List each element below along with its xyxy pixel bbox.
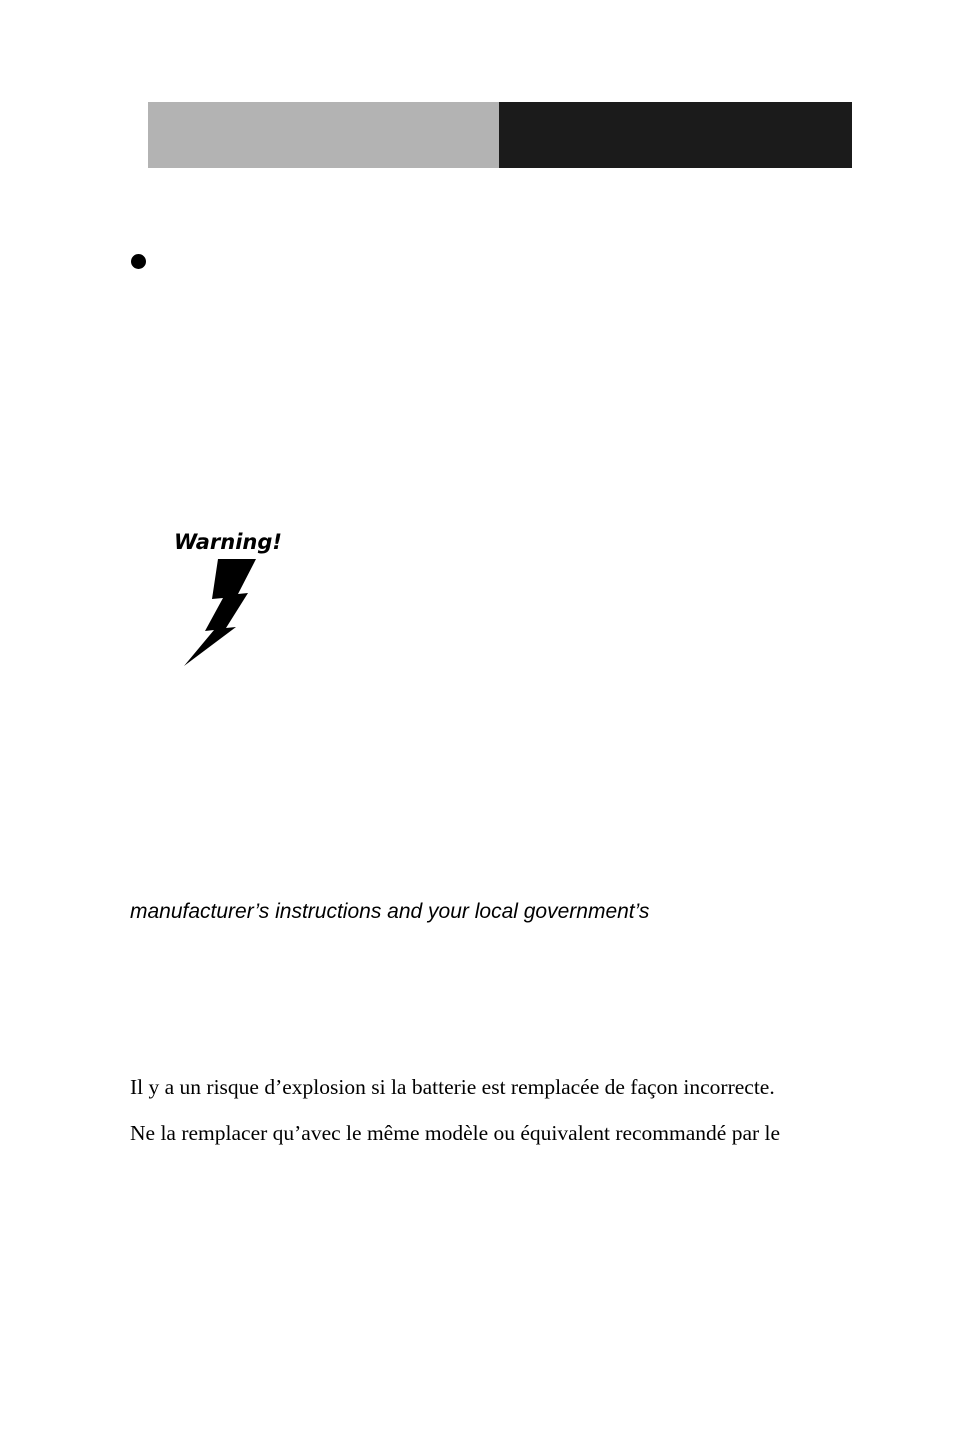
warning-graphic <box>170 528 290 673</box>
lightning-bolt-icon <box>180 556 260 668</box>
header-bar-left <box>148 102 499 168</box>
french-warning-line-1: Il y a un risque d’explosion si la batterie est remplacée de façon incorrecte. <box>130 1075 775 1099</box>
warning-label: Warning! <box>174 530 282 554</box>
header-bar-right <box>499 102 852 168</box>
bullet-icon <box>131 254 146 269</box>
english-instruction-fragment: manufacturer’s instructions and your local government’s <box>130 900 650 923</box>
chapter-header-bar <box>148 102 852 168</box>
french-warning-line-2: Ne la remplacer qu’avec le même modèle ou équivalent recommandé par le <box>130 1121 781 1145</box>
